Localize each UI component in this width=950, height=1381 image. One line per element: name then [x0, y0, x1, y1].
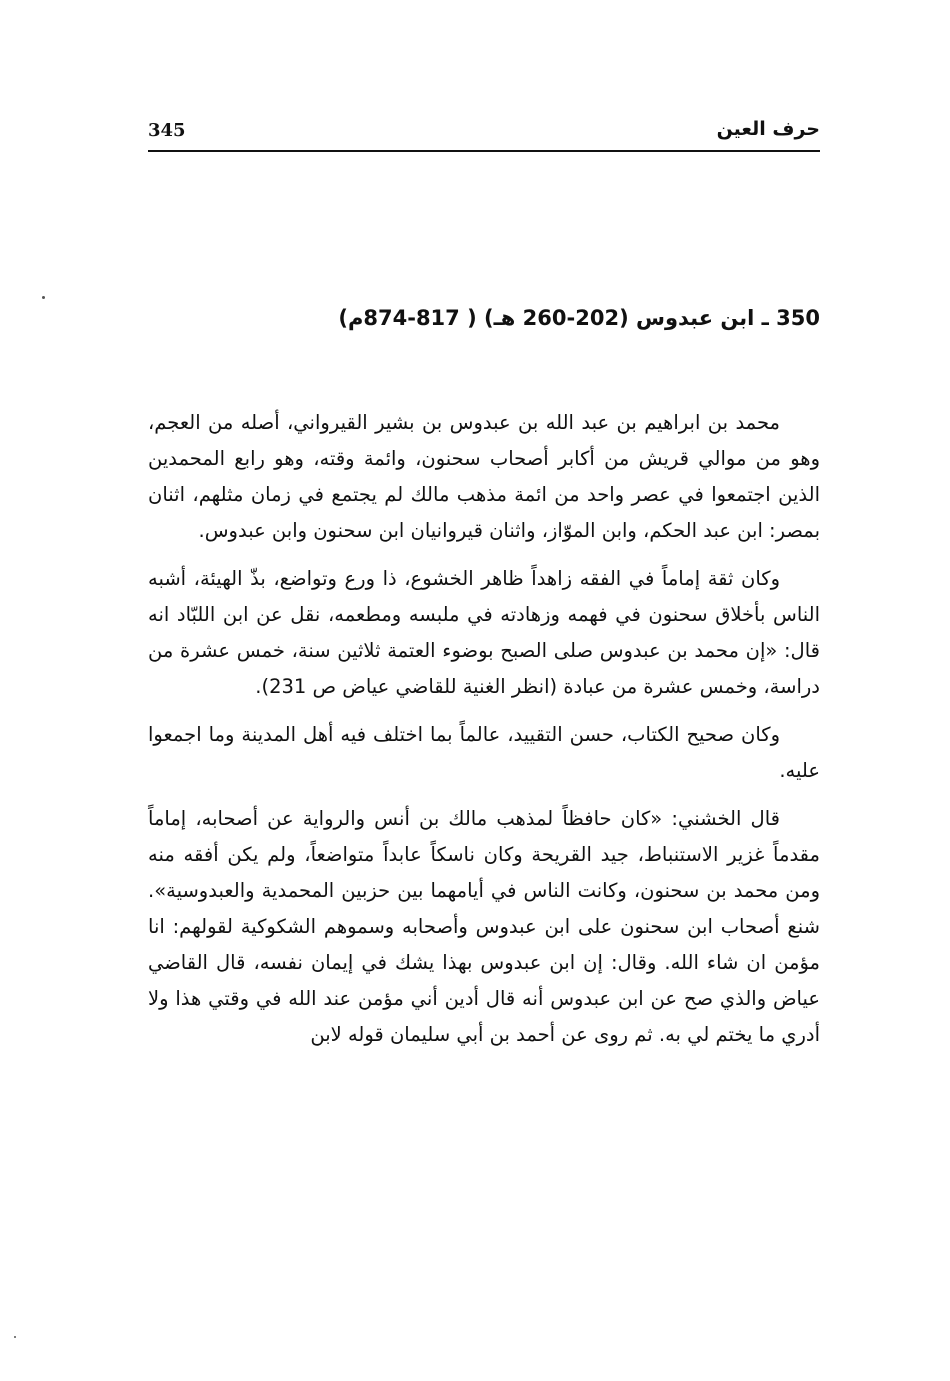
page-number: 345: [148, 120, 186, 141]
scan-speck: [14, 1336, 16, 1338]
paragraph: قال الخشني: «كان حافظاً لمذهب مالك بن أنس والرواية عن أصحابه، إماماً مقدماً غزير الاستنباط، جيد القريحة وكان ناسكاً عابداً متواضعاً، ولم يكن أفقه منه ومن محمد بن سحنون، وكانت الناس في أيامهما بين حزبين المحمدية والعبدوسية». شنع أصحاب ابن سحنون على ابن عبدوس وأصحابه وسموهم الشكوكية لقولهم: انا مؤمن ان شاء الله. وقال: إن ابن عبدوس بهذا يشك في إيمان نفسه، قال القاضي عياض والذي صح عن ابن عبدوس أنه قال أدين أني مؤمن عند الله في وقتي هذا ولا أدري ما يختم لي به. ثم روى عن أحمد بن أبي سليمان قوله لابن: [148, 807, 820, 1046]
entry-heading: 350 ـ ابن عبدوس (202-260 هـ) ( 817-874م): [338, 306, 820, 330]
paragraph: وكان ثقة إماماً في الفقه زاهداً ظاهر الخشوع، ذا ورع وتواضع، بذّ الهيئة، أشبه الناس بأخلاق سحنون في فهمه وزهادته في ملبسه ومطعمه، نقل عن ابن اللبّاد انه قال: «إن محمد بن عبدوس صلى الصبح بوضوء العتمة ثلاثين سنة، خمس عشرة من دراسة، وخمس عشرة من عبادة (انظر الغنية للقاضي عياض ص 231).: [148, 567, 820, 698]
running-header: [148, 108, 820, 152]
body-text: [148, 405, 820, 1065]
chapter-title: حرف العين: [716, 118, 820, 140]
paragraph: محمد بن ابراهيم بن عبد الله بن عبدوس بن بشير القيرواني، أصله من العجم، وهو من موالي قريش من أكابر أصحاب سحنون، وائمة وقته، وهو رابع المحمدين الذين اجتمعوا في عصر واحد من ائمة مذهب مالك لم يجتمع في زمان مثلهم، اثنان بمصر: ابن عبد الحكم، وابن الموّاز، واثنان قيروانيان ابن سحنون وابن عبدوس.: [148, 411, 820, 542]
scan-speck: [42, 296, 45, 299]
paragraph: وكان صحيح الكتاب، حسن التقييد، عالماً بما اختلف فيه أهل المدينة وما اجمعوا عليه.: [148, 723, 820, 782]
